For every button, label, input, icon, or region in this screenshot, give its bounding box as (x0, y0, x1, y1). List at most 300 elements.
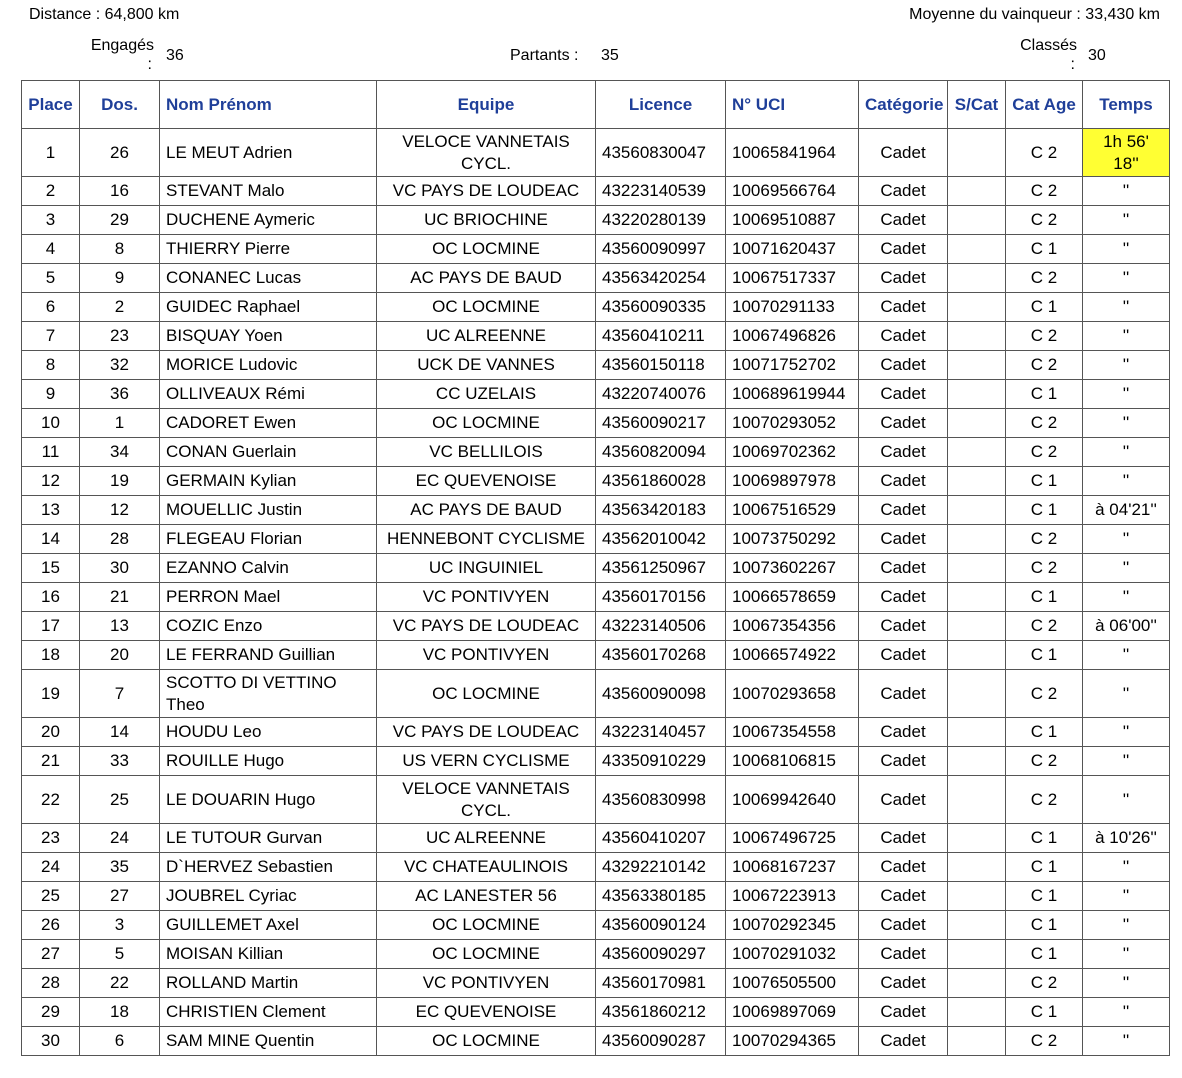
cell-sous-categorie (948, 853, 1006, 882)
cell-licence: 43223140539 (596, 177, 726, 206)
cell-nom-prenom: LE FERRAND Guillian (160, 641, 377, 670)
cell-equipe: UCK DE VANNES (377, 351, 596, 380)
cell-cat-age: C 2 (1006, 351, 1083, 380)
cell-place: 23 (22, 824, 80, 853)
cell-dossard: 13 (80, 612, 160, 641)
cell-place: 7 (22, 322, 80, 351)
cell-categorie: Cadet (859, 235, 948, 264)
cell-uci: 10065841964 (726, 129, 859, 177)
cell-uci: 10076505500 (726, 969, 859, 998)
cell-dossard: 30 (80, 554, 160, 583)
cell-place: 14 (22, 525, 80, 554)
cell-cat-age: C 1 (1006, 467, 1083, 496)
table-row (22, 264, 1170, 293)
table-row (22, 718, 1170, 747)
cell-dossard: 6 (80, 1027, 160, 1056)
cell-temps: '' (1083, 525, 1170, 554)
cell-temps: '' (1083, 554, 1170, 583)
column-header-licence: Licence (596, 81, 726, 129)
cell-dossard: 25 (80, 776, 160, 824)
cell-dossard: 20 (80, 641, 160, 670)
cell-temps: à 06'00'' (1083, 612, 1170, 641)
cell-uci: 100689619944 (726, 380, 859, 409)
cell-cat-age: C 2 (1006, 776, 1083, 824)
cell-sous-categorie (948, 969, 1006, 998)
classes-label (1005, 36, 1077, 74)
cell-equipe: UC ALREENNE (377, 322, 596, 351)
cell-uci: 10068106815 (726, 747, 859, 776)
distance-label: Distance : 64,800 km (29, 6, 180, 23)
table-row (22, 129, 1170, 177)
cell-equipe: AC LANESTER 56 (377, 882, 596, 911)
cell-uci: 10069942640 (726, 776, 859, 824)
cell-sous-categorie (948, 641, 1006, 670)
cell-equipe: UC ALREENNE (377, 824, 596, 853)
cell-nom-prenom: ROLLAND Martin (160, 969, 377, 998)
cell-place: 28 (22, 969, 80, 998)
cell-uci: 10066578659 (726, 583, 859, 612)
cell-uci: 10071752702 (726, 351, 859, 380)
cell-place: 25 (22, 882, 80, 911)
cell-dossard: 35 (80, 853, 160, 882)
cell-uci: 10069566764 (726, 177, 859, 206)
cell-categorie: Cadet (859, 177, 948, 206)
cell-place: 4 (22, 235, 80, 264)
cell-sous-categorie (948, 129, 1006, 177)
cell-place: 2 (22, 177, 80, 206)
cell-cat-age: C 2 (1006, 206, 1083, 235)
cell-temps: '' (1083, 911, 1170, 940)
cell-licence: 43560090997 (596, 235, 726, 264)
cell-sous-categorie (948, 264, 1006, 293)
cell-place: 11 (22, 438, 80, 467)
cell-categorie: Cadet (859, 747, 948, 776)
cell-place: 3 (22, 206, 80, 235)
cell-dossard: 36 (80, 380, 160, 409)
cell-dossard: 28 (80, 525, 160, 554)
cell-nom-prenom: THIERRY Pierre (160, 235, 377, 264)
cell-place: 17 (22, 612, 80, 641)
cell-uci: 10070294365 (726, 1027, 859, 1056)
table-row (22, 206, 1170, 235)
cell-uci: 10068167237 (726, 853, 859, 882)
cell-categorie: Cadet (859, 940, 948, 969)
table-row (22, 911, 1170, 940)
cell-sous-categorie (948, 438, 1006, 467)
cell-equipe: AC PAYS DE BAUD (377, 264, 596, 293)
cell-categorie: Cadet (859, 824, 948, 853)
cell-licence: 43560090124 (596, 911, 726, 940)
cell-uci: 10071620437 (726, 235, 859, 264)
table-row (22, 998, 1170, 1027)
cell-dossard: 14 (80, 718, 160, 747)
cell-sous-categorie (948, 467, 1006, 496)
cell-uci: 10067496826 (726, 322, 859, 351)
cell-temps: '' (1083, 235, 1170, 264)
cell-licence: 43560830998 (596, 776, 726, 824)
cell-categorie: Cadet (859, 583, 948, 612)
cell-place: 13 (22, 496, 80, 525)
cell-categorie: Cadet (859, 129, 948, 177)
cell-place: 22 (22, 776, 80, 824)
cell-place: 1 (22, 129, 80, 177)
cell-nom-prenom: COZIC Enzo (160, 612, 377, 641)
cell-equipe: VELOCE VANNETAIS CYCL. (377, 776, 596, 824)
cell-cat-age: C 2 (1006, 1027, 1083, 1056)
cell-cat-age: C 2 (1006, 322, 1083, 351)
cell-categorie: Cadet (859, 718, 948, 747)
cell-dossard: 3 (80, 911, 160, 940)
cell-nom-prenom: GERMAIN Kylian (160, 467, 377, 496)
cell-cat-age: C 1 (1006, 824, 1083, 853)
cell-nom-prenom: OLLIVEAUX Rémi (160, 380, 377, 409)
cell-nom-prenom: CONAN Guerlain (160, 438, 377, 467)
cell-nom-prenom: CADORET Ewen (160, 409, 377, 438)
cell-cat-age: C 1 (1006, 235, 1083, 264)
cell-equipe: OC LOCMINE (377, 235, 596, 264)
cell-place: 26 (22, 911, 80, 940)
column-header-cat-age: Cat Age (1006, 81, 1083, 129)
table-row (22, 177, 1170, 206)
classes-colon: : (1070, 56, 1075, 73)
cell-cat-age: C 2 (1006, 554, 1083, 583)
cell-licence: 43223140457 (596, 718, 726, 747)
cell-sous-categorie (948, 747, 1006, 776)
cell-equipe: OC LOCMINE (377, 293, 596, 322)
cell-nom-prenom: CHRISTIEN Clement (160, 998, 377, 1027)
cell-equipe: OC LOCMINE (377, 940, 596, 969)
cell-equipe: OC LOCMINE (377, 409, 596, 438)
cell-uci: 10067223913 (726, 882, 859, 911)
cell-temps: '' (1083, 940, 1170, 969)
cell-temps: '' (1083, 206, 1170, 235)
cell-categorie: Cadet (859, 554, 948, 583)
table-row (22, 776, 1170, 824)
cell-equipe: UC INGUINIEL (377, 554, 596, 583)
table-row (22, 940, 1170, 969)
cell-place: 24 (22, 853, 80, 882)
cell-nom-prenom: SCOTTO DI VETTINO Theo (160, 670, 377, 718)
cell-equipe: CC UZELAIS (377, 380, 596, 409)
cell-licence: 43563420183 (596, 496, 726, 525)
cell-nom-prenom: BISQUAY Yoen (160, 322, 377, 351)
cell-temps: 1h 56' 18'' (1083, 129, 1170, 177)
cell-dossard: 23 (80, 322, 160, 351)
cell-licence: 43560090098 (596, 670, 726, 718)
cell-equipe: UC BRIOCHINE (377, 206, 596, 235)
cell-cat-age: C 2 (1006, 670, 1083, 718)
cell-equipe: EC QUEVENOISE (377, 467, 596, 496)
cell-temps: '' (1083, 969, 1170, 998)
cell-temps: '' (1083, 747, 1170, 776)
cell-uci: 10073602267 (726, 554, 859, 583)
partants-label: Partants : (510, 47, 579, 64)
cell-equipe: VC CHATEAULINOIS (377, 853, 596, 882)
cell-licence: 43350910229 (596, 747, 726, 776)
cell-licence: 43220740076 (596, 380, 726, 409)
cell-uci: 10073750292 (726, 525, 859, 554)
cell-dossard: 29 (80, 206, 160, 235)
table-row (22, 293, 1170, 322)
cell-uci: 10070293658 (726, 670, 859, 718)
cell-sous-categorie (948, 351, 1006, 380)
cell-uci: 10070292345 (726, 911, 859, 940)
cell-cat-age: C 1 (1006, 882, 1083, 911)
cell-dossard: 1 (80, 409, 160, 438)
cell-categorie: Cadet (859, 612, 948, 641)
engages-colon: : (147, 56, 152, 73)
cell-nom-prenom: EZANNO Calvin (160, 554, 377, 583)
column-header-sous-categorie: S/Cat (948, 81, 1006, 129)
cell-temps: '' (1083, 438, 1170, 467)
cell-place: 27 (22, 940, 80, 969)
cell-sous-categorie (948, 177, 1006, 206)
cell-place: 19 (22, 670, 80, 718)
cell-categorie: Cadet (859, 969, 948, 998)
column-header-dossard: Dos. (80, 81, 160, 129)
cell-nom-prenom: GUILLEMET Axel (160, 911, 377, 940)
cell-place: 16 (22, 583, 80, 612)
cell-categorie: Cadet (859, 293, 948, 322)
cell-dossard: 34 (80, 438, 160, 467)
cell-categorie: Cadet (859, 264, 948, 293)
cell-cat-age: C 1 (1006, 853, 1083, 882)
cell-dossard: 21 (80, 583, 160, 612)
cell-place: 10 (22, 409, 80, 438)
table-row (22, 670, 1170, 718)
cell-cat-age: C 1 (1006, 911, 1083, 940)
cell-cat-age: C 1 (1006, 940, 1083, 969)
cell-place: 21 (22, 747, 80, 776)
cell-temps: '' (1083, 409, 1170, 438)
classes-value: 30 (1088, 47, 1106, 64)
cell-categorie: Cadet (859, 467, 948, 496)
table-row (22, 583, 1170, 612)
cell-sous-categorie (948, 718, 1006, 747)
cell-dossard: 26 (80, 129, 160, 177)
cell-nom-prenom: DUCHENE Aymeric (160, 206, 377, 235)
table-row (22, 853, 1170, 882)
cell-nom-prenom: JOUBREL Cyriac (160, 882, 377, 911)
cell-temps: '' (1083, 264, 1170, 293)
cell-categorie: Cadet (859, 853, 948, 882)
cell-place: 8 (22, 351, 80, 380)
winner-average-label: Moyenne du vainqueur : 33,430 km (909, 6, 1160, 23)
cell-licence: 43560090335 (596, 293, 726, 322)
table-row (22, 1027, 1170, 1056)
cell-sous-categorie (948, 554, 1006, 583)
cell-cat-age: C 2 (1006, 969, 1083, 998)
cell-cat-age: C 2 (1006, 129, 1083, 177)
cell-equipe: VC PAYS DE LOUDEAC (377, 177, 596, 206)
column-header-categorie: Catégorie (859, 81, 948, 129)
cell-temps: '' (1083, 1027, 1170, 1056)
cell-cat-age: C 1 (1006, 380, 1083, 409)
cell-uci: 10069897069 (726, 998, 859, 1027)
cell-categorie: Cadet (859, 380, 948, 409)
cell-uci: 10067516529 (726, 496, 859, 525)
cell-licence: 43560170156 (596, 583, 726, 612)
cell-equipe: US VERN CYCLISME (377, 747, 596, 776)
cell-uci: 10069510887 (726, 206, 859, 235)
cell-uci: 10066574922 (726, 641, 859, 670)
cell-dossard: 27 (80, 882, 160, 911)
cell-licence: 43560090287 (596, 1027, 726, 1056)
cell-nom-prenom: MOUELLIC Justin (160, 496, 377, 525)
cell-temps: '' (1083, 776, 1170, 824)
cell-equipe: OC LOCMINE (377, 1027, 596, 1056)
cell-place: 29 (22, 998, 80, 1027)
cell-equipe: EC QUEVENOISE (377, 998, 596, 1027)
cell-cat-age: C 2 (1006, 177, 1083, 206)
cell-place: 30 (22, 1027, 80, 1056)
table-row (22, 438, 1170, 467)
cell-uci: 10069897978 (726, 467, 859, 496)
cell-licence: 43560150118 (596, 351, 726, 380)
cell-dossard: 12 (80, 496, 160, 525)
cell-place: 18 (22, 641, 80, 670)
cell-cat-age: C 2 (1006, 264, 1083, 293)
cell-sous-categorie (948, 940, 1006, 969)
cell-dossard: 2 (80, 293, 160, 322)
cell-cat-age: C 1 (1006, 293, 1083, 322)
cell-licence: 43561860212 (596, 998, 726, 1027)
cell-dossard: 22 (80, 969, 160, 998)
cell-categorie: Cadet (859, 882, 948, 911)
cell-uci: 10070291032 (726, 940, 859, 969)
cell-temps: '' (1083, 998, 1170, 1027)
table-row (22, 380, 1170, 409)
cell-sous-categorie (948, 882, 1006, 911)
cell-temps: '' (1083, 583, 1170, 612)
cell-sous-categorie (948, 1027, 1006, 1056)
cell-licence: 43560090297 (596, 940, 726, 969)
cell-categorie: Cadet (859, 1027, 948, 1056)
cell-equipe: VC PONTIVYEN (377, 969, 596, 998)
cell-dossard: 32 (80, 351, 160, 380)
table-row (22, 554, 1170, 583)
cell-temps: '' (1083, 351, 1170, 380)
engages-value: 36 (166, 47, 184, 64)
cell-categorie: Cadet (859, 438, 948, 467)
cell-nom-prenom: LE TUTOUR Gurvan (160, 824, 377, 853)
cell-nom-prenom: ROUILLE Hugo (160, 747, 377, 776)
table-row (22, 641, 1170, 670)
cell-dossard: 33 (80, 747, 160, 776)
cell-sous-categorie (948, 409, 1006, 438)
cell-uci: 10070293052 (726, 409, 859, 438)
cell-categorie: Cadet (859, 206, 948, 235)
cell-equipe: VC PAYS DE LOUDEAC (377, 718, 596, 747)
cell-licence: 43561250967 (596, 554, 726, 583)
cell-nom-prenom: SAM MINE Quentin (160, 1027, 377, 1056)
cell-licence: 43561860028 (596, 467, 726, 496)
table-row (22, 322, 1170, 351)
cell-temps: '' (1083, 322, 1170, 351)
table-header-row (22, 81, 1170, 129)
cell-sous-categorie (948, 496, 1006, 525)
table-row (22, 409, 1170, 438)
cell-cat-age: C 1 (1006, 641, 1083, 670)
table-row (22, 467, 1170, 496)
cell-licence: 43560170268 (596, 641, 726, 670)
cell-temps: '' (1083, 380, 1170, 409)
engages-label (84, 36, 154, 74)
table-row (22, 824, 1170, 853)
cell-nom-prenom: D`HERVEZ Sebastien (160, 853, 377, 882)
cell-uci: 10067354558 (726, 718, 859, 747)
table-row (22, 747, 1170, 776)
cell-equipe: OC LOCMINE (377, 670, 596, 718)
table-row (22, 496, 1170, 525)
cell-place: 6 (22, 293, 80, 322)
cell-sous-categorie (948, 612, 1006, 641)
cell-temps: '' (1083, 467, 1170, 496)
cell-equipe: HENNEBONT CYCLISME (377, 525, 596, 554)
cell-uci: 10067496725 (726, 824, 859, 853)
cell-nom-prenom: STEVANT Malo (160, 177, 377, 206)
cell-dossard: 7 (80, 670, 160, 718)
table-row (22, 882, 1170, 911)
cell-sous-categorie (948, 206, 1006, 235)
cell-temps: '' (1083, 670, 1170, 718)
cell-dossard: 18 (80, 998, 160, 1027)
cell-licence: 43220280139 (596, 206, 726, 235)
cell-temps: '' (1083, 641, 1170, 670)
classes-label-text: Classés (1020, 37, 1077, 54)
cell-equipe: VC PONTIVYEN (377, 583, 596, 612)
cell-sous-categorie (948, 670, 1006, 718)
cell-temps: '' (1083, 853, 1170, 882)
cell-nom-prenom: FLEGEAU Florian (160, 525, 377, 554)
cell-dossard: 5 (80, 940, 160, 969)
cell-dossard: 16 (80, 177, 160, 206)
cell-categorie: Cadet (859, 641, 948, 670)
cell-licence: 43560410211 (596, 322, 726, 351)
cell-cat-age: C 2 (1006, 525, 1083, 554)
cell-equipe: VC BELLILOIS (377, 438, 596, 467)
cell-cat-age: C 1 (1006, 718, 1083, 747)
cell-categorie: Cadet (859, 409, 948, 438)
cell-sous-categorie (948, 380, 1006, 409)
cell-sous-categorie (948, 525, 1006, 554)
cell-sous-categorie (948, 583, 1006, 612)
table-row (22, 969, 1170, 998)
cell-place: 15 (22, 554, 80, 583)
cell-equipe: AC PAYS DE BAUD (377, 496, 596, 525)
cell-temps: '' (1083, 293, 1170, 322)
cell-uci: 10070291133 (726, 293, 859, 322)
cell-categorie: Cadet (859, 496, 948, 525)
cell-nom-prenom: CONANEC Lucas (160, 264, 377, 293)
cell-sous-categorie (948, 293, 1006, 322)
table-row (22, 351, 1170, 380)
cell-categorie: Cadet (859, 670, 948, 718)
cell-nom-prenom: GUIDEC Raphael (160, 293, 377, 322)
cell-cat-age: C 1 (1006, 583, 1083, 612)
cell-dossard: 8 (80, 235, 160, 264)
cell-temps: à 04'21'' (1083, 496, 1170, 525)
cell-equipe: VC PAYS DE LOUDEAC (377, 612, 596, 641)
partants-value: 35 (601, 47, 619, 64)
cell-categorie: Cadet (859, 998, 948, 1027)
cell-uci: 10067354356 (726, 612, 859, 641)
cell-temps: '' (1083, 177, 1170, 206)
cell-licence: 43562010042 (596, 525, 726, 554)
cell-nom-prenom: HOUDU Leo (160, 718, 377, 747)
cell-categorie: Cadet (859, 911, 948, 940)
cell-dossard: 9 (80, 264, 160, 293)
